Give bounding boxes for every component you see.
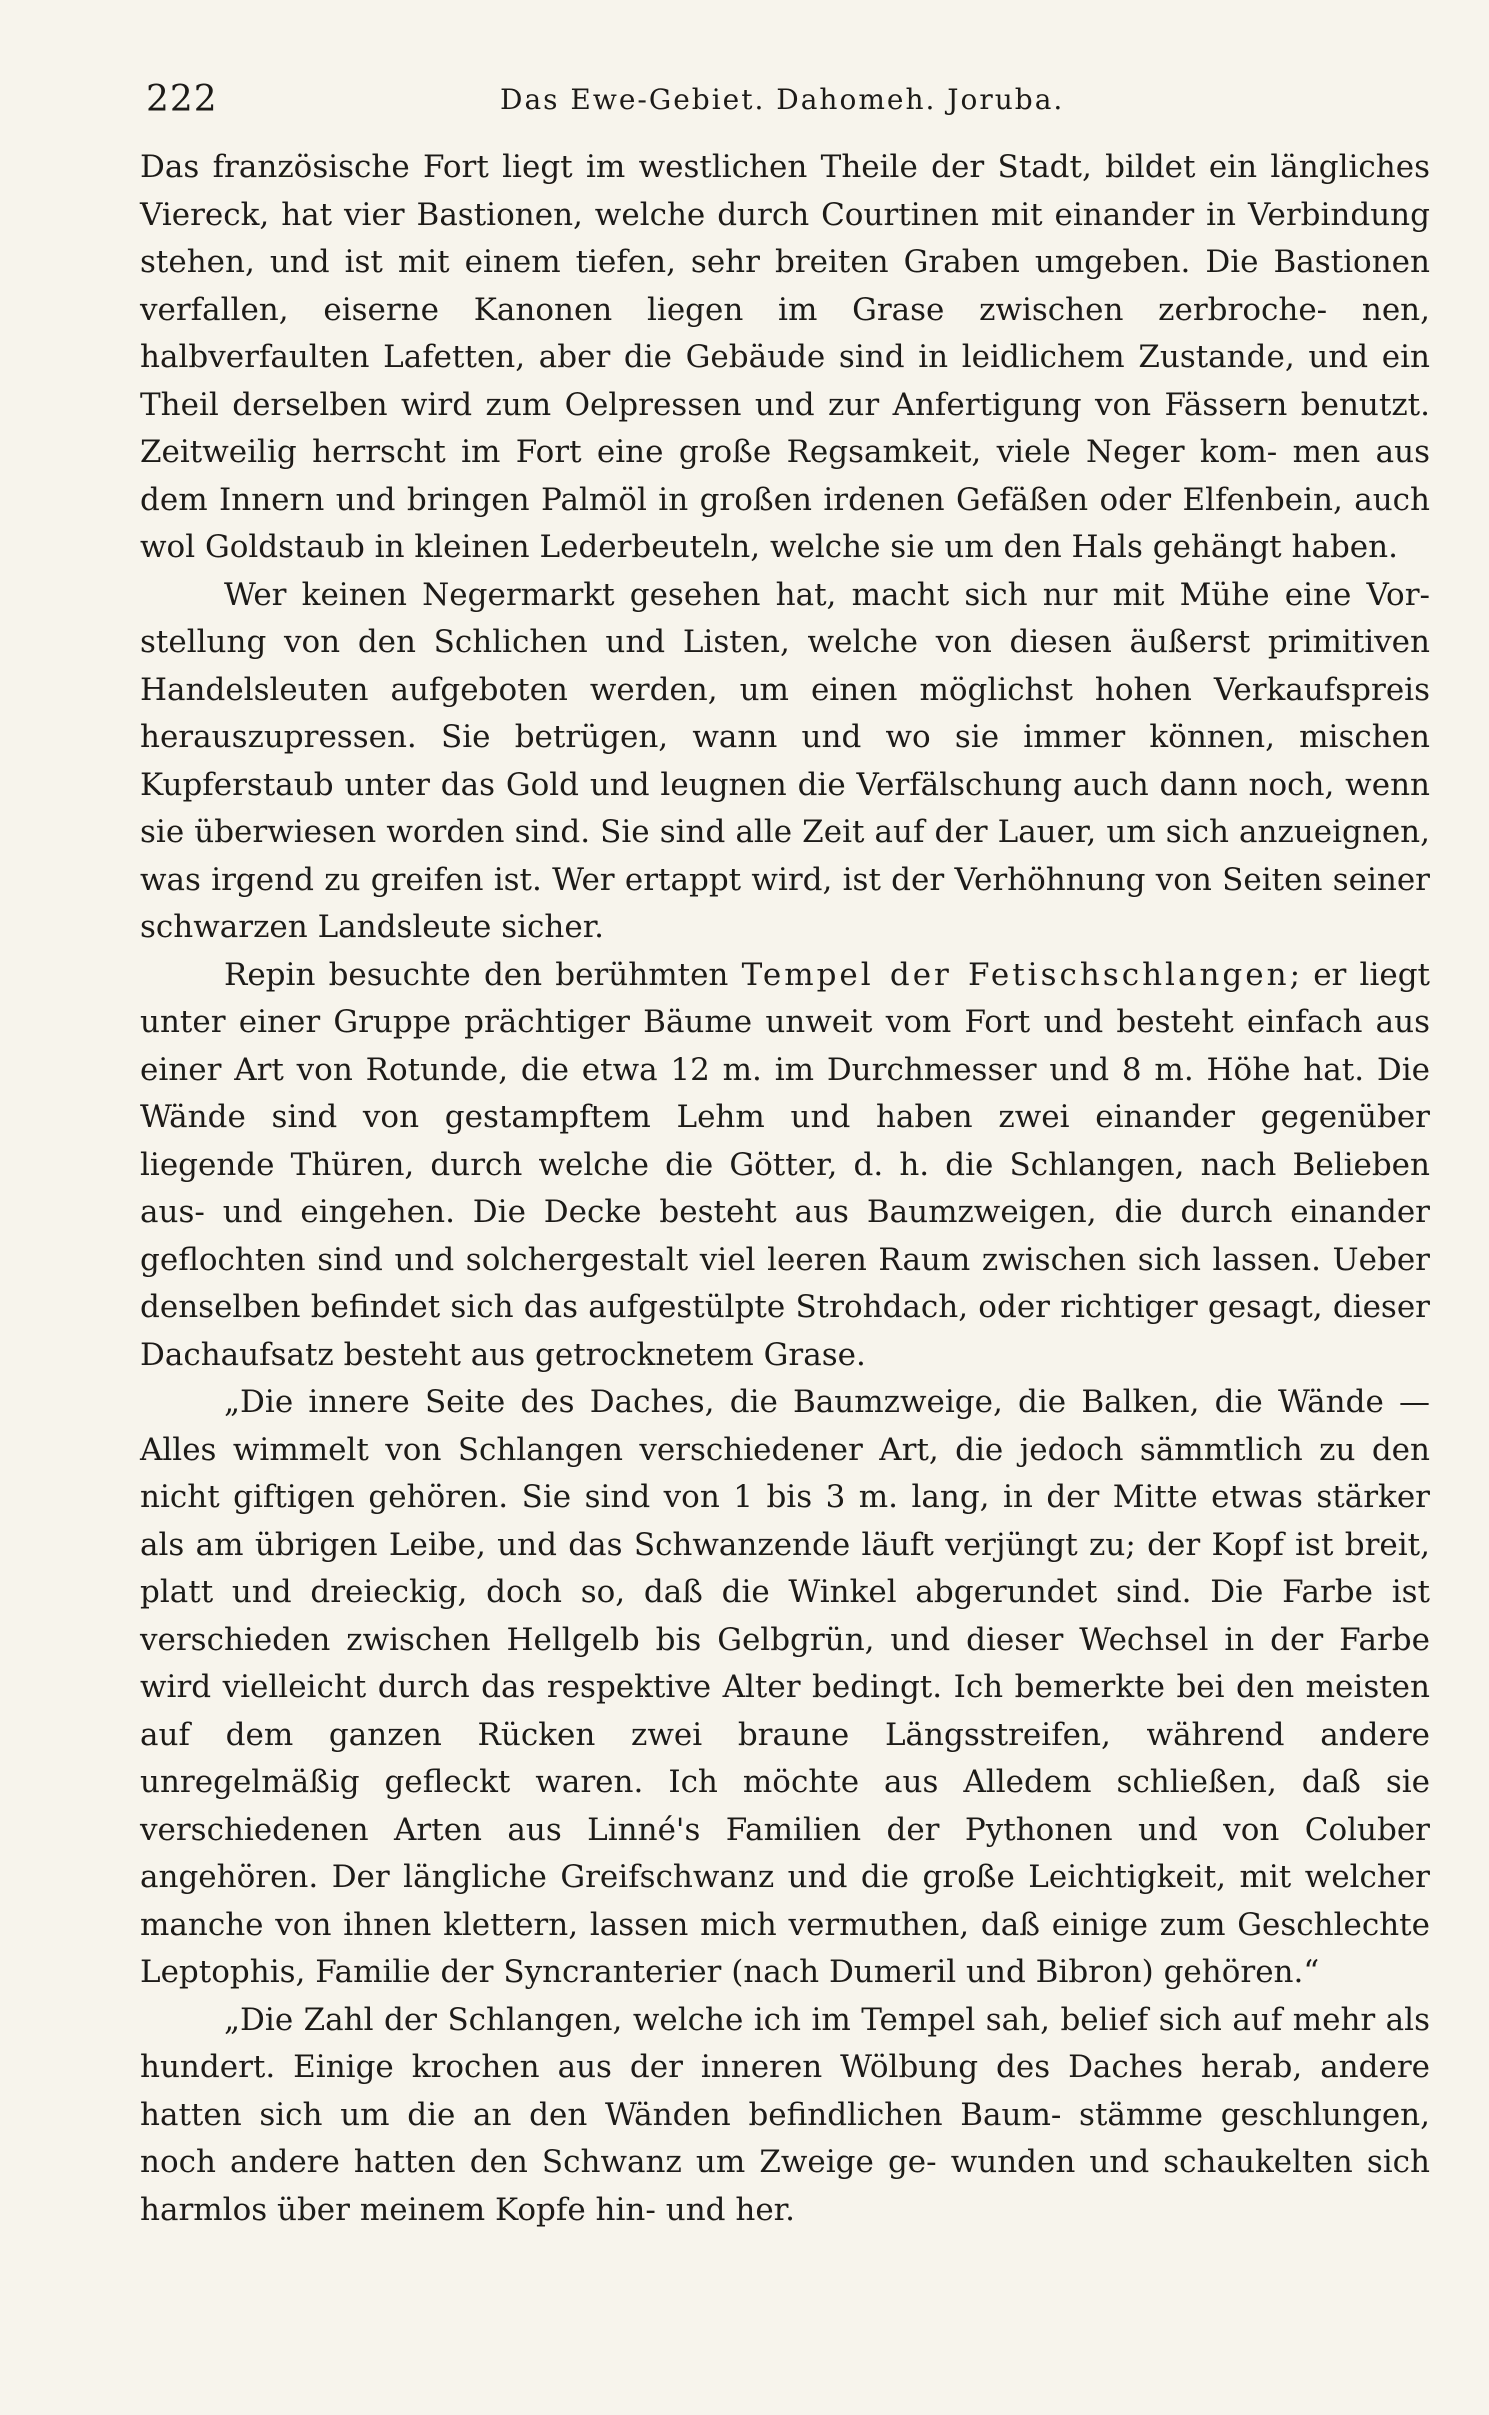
paragraph-fort: Das französische Fort liegt im westlichen Theile der Stadt, bildet ein längliches Viereck, hat vier Bastionen, welche durch Courtinen mit einander in Verbindung stehen, und ist mit einem tiefen, sehr breiten Graben umgeben. Die Bastionen verfallen, eiserne Kanonen liegen im Grase zwischen zerbroche- nen, halbverfaulten Lafetten, aber die Gebäude sind in leidlichem Zustande, und ein Theil derselben wird zum Oelpressen und zur Anfertigung von Fässern benutzt. Zeitweilig herrscht im Fort eine große Regsamkeit, viele Neger kom- men aus dem Innern und bringen Palmöl in großen irdenen Gefäßen oder Elfenbein, auch wol Goldstaub in kleinen Lederbeuteln, welche sie um den Hals gehängt haben. xyxy=(140,149,1430,565)
paragraph-tempel-lead: Repin besuchte den berühmten xyxy=(224,956,729,993)
paragraph-quote-zahl: „Die Zahl der Schlangen, welche ich im Tempel sah, belief sich auf mehr als hundert. Einige krochen aus der inneren Wölbung des Daches herab, andere hatten sich um die an den Wänden befindlichen Baum- stämme geschlungen, noch andere hatten den Schwanz um Zweige ge- wunden und schaukelten sich harmlos über meinem Kopfe hin- und her. xyxy=(140,2001,1430,2228)
page-number: 222 xyxy=(146,79,218,120)
paragraph-negermarkt: Wer keinen Negermarkt gesehen hat, macht sich nur mit Mühe eine Vor- stellung von den Schlichen und Listen, welche von diesen äußerst primitiven Handelsleuten aufgeboten werden, um einen möglichst hohen Verkaufspreis herauszupressen. Sie betrügen, wann und wo sie immer können, mischen Kupferstaub unter das Gold und leugnen die Verfälschung auch dann noch, wenn sie überwiesen worden sind. Sie sind alle Zeit auf der Lauer, um sich anzueignen, was irgend zu greifen ist. Wer ertappt wird, ist der Verhöhnung von Seiten seiner schwarzen Landsleute sicher. xyxy=(140,576,1430,945)
paragraph-tempel xyxy=(140,952,1430,1380)
page-header xyxy=(140,70,1430,130)
book-page xyxy=(140,70,1430,2370)
running-head: Das Ewe-Gebiet. Dahomeh. Joruba. xyxy=(500,83,1065,116)
paragraph-tempel-rest: ; er liegt unter einer Gruppe prächtiger Bäume unweit vom Fort und besteht einfach aus einer Art von Rotunde, die etwa 12 m. im Durchmesser und 8 m. Höhe hat. Die Wände sind von gestampftem Lehm und haben zwei einander gegenüber liegende Thüren, durch welche die Götter, d. h. die Schlangen, nach Belieben aus- und eingehen. Die Decke besteht aus Baumzweigen, die durch einander geflochten sind und solchergestalt viel leeren Raum zwischen sich lassen. Ueber denselben befindet sich das aufgestülpte Strohdach, oder richtiger gesagt, dieser Dachaufsatz besteht aus getrocknetem Grase. xyxy=(140,956,1431,1373)
tempel-der-fetischschlangen-emphasis: Tempel der Fetischschlangen xyxy=(741,956,1290,993)
body-text xyxy=(140,144,1430,2234)
paragraph-quote-schlangen: „Die innere Seite des Daches, die Baumzweige, die Balken, die Wände — Alles wimmelt von Schlangen verschiedener Art, die jedoch sämmtlich zu den nicht giftigen gehören. Sie sind von 1 bis 3 m. lang, in der Mitte etwas stärker als am übrigen Leibe, und das Schwanzende läuft verjüngt zu; der Kopf ist breit, platt und dreieckig, doch so, daß die Winkel abgerundet sind. Die Farbe ist verschieden zwischen Hellgelb bis Gelbgrün, und dieser Wechsel in der Farbe wird vielleicht durch das respektive Alter bedingt. Ich bemerkte bei den meisten auf dem ganzen Rücken zwei braune Längsstreifen, während andere unregelmäßig gefleckt waren. Ich möchte aus Alledem schließen, daß sie verschiedenen Arten aus Linné's Familien der Pythonen und von Coluber angehören. Der längliche Greifschwanz und die große Leichtigkeit, mit welcher manche von ihnen klettern, lassen mich vermuthen, daß einige zum Geschlechte Leptophis, Familie der Syncranterier (nach Dumeril und Bibron) gehören.“ xyxy=(140,1384,1430,1990)
